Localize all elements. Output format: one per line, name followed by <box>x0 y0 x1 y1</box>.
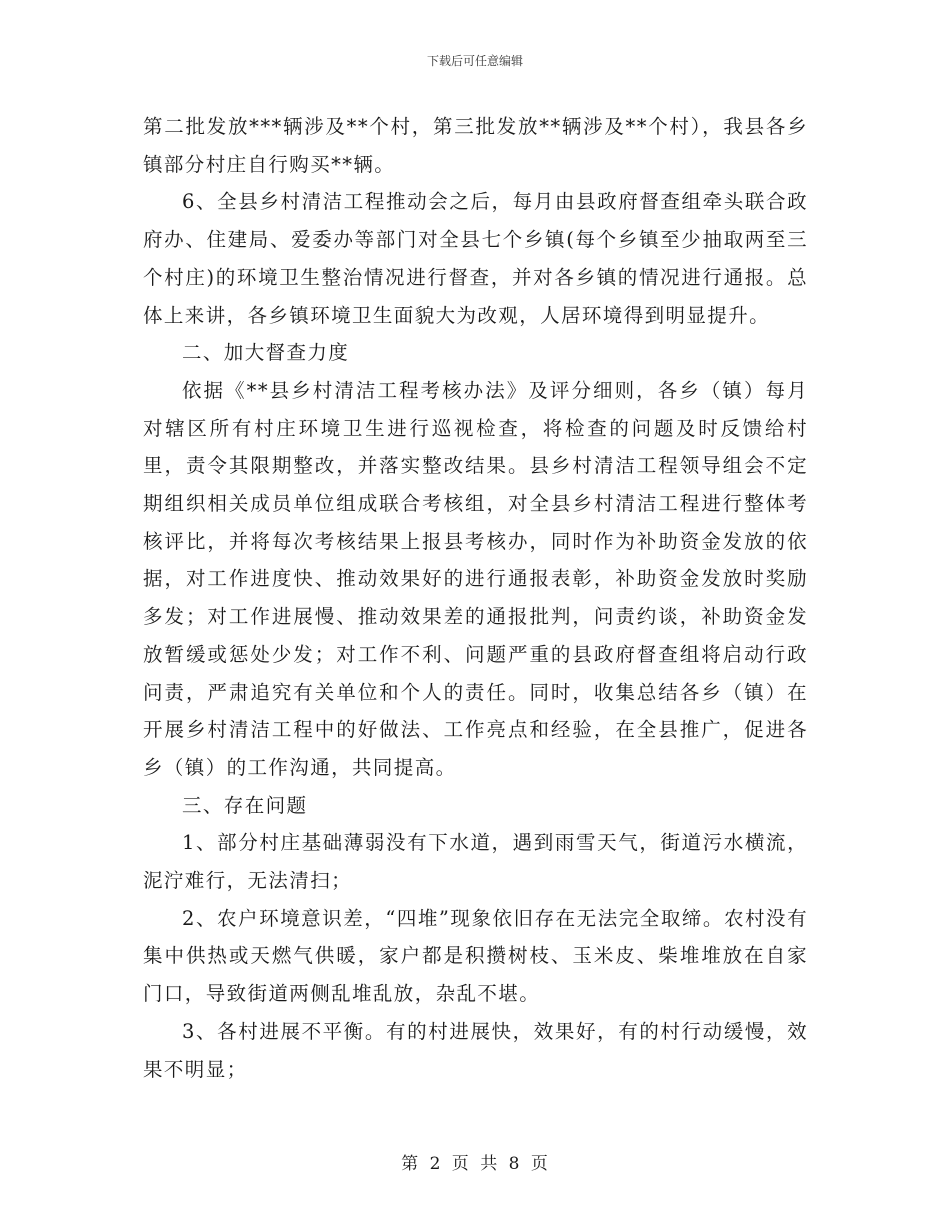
paragraph-6: 3、各村进展不平衡。有的村进展快，效果好，有的村行动缓慢，效果不明显； <box>143 1019 808 1081</box>
page-header <box>0 53 950 69</box>
paragraph-5: 2、农户环境意识差，“四堆”现象依旧存在无法完全取缔。农村没有集中供热或天燃气供暖，家户都是积攒树枝、玉米皮、柴堆堆放在自家门口，导致街道两侧乱堆乱放，杂乱不堪。 <box>143 906 808 1006</box>
paragraph-4: 1、部分村庄基础薄弱没有下水道，遇到雨雪天气，街道污水横流，泥泞难行，无法清扫； <box>143 831 808 893</box>
footer-total-word: 共 <box>480 1154 499 1174</box>
footer-suffix: 页 <box>530 1154 549 1174</box>
footer-page-word: 页 <box>451 1154 470 1174</box>
footer-total-pages: 8 <box>508 1154 521 1174</box>
footer-prefix: 第 <box>401 1154 420 1174</box>
page-footer <box>0 1154 950 1174</box>
section-heading-3: 三、存在问题 <box>182 793 308 817</box>
footer-current-page: 2 <box>429 1154 442 1174</box>
document-body <box>143 108 808 1088</box>
header-note: 下载后可任意编辑 <box>426 54 523 68</box>
paragraph-3: 依据《**县乡村清洁工程考核办法》及评分细则，各乡（镇）每月对辖区所有村庄环境卫生进行巡视检查，将检查的问题及时反馈给村里，责令其限期整改，并落实整改结果。县乡村清洁工程领导组会不定期组织相关成员单位组成联合考核组，对全县乡村清洁工程进行整体考核评比，并将每次考核结果上报县考核办，同时作为补助资金发放的依据，对工作进度快、推动效果好的进行通报表彰，补助资金发放时奖励多发；对工作进展慢、推动效果差的通报批判，问责约谈，补助资金发放暂缓或惩处少发；对工作不利、问题严重的县政府督查组将启动行政问责，严肃追究有关单位和个人的责任。同时，收集总结各乡（镇）在开展乡村清洁工程中的好做法、工作亮点和经验，在全县推广，促进各乡（镇）的工作沟通，共同提高。 <box>143 378 808 779</box>
section-heading-2: 二、加大督查力度 <box>182 341 350 365</box>
paragraph-2: 6、全县乡村清洁工程推动会之后，每月由县政府督查组牵头联合政府办、住建局、爱委办等部门对全县七个乡镇(每个乡镇至少抽取两至三个村庄)的环境卫生整治情况进行督查，并对各乡镇的情况进行通报。总体上来讲，各乡镇环境卫生面貌大为改观，人居环境得到明显提升。 <box>143 190 808 327</box>
paragraph-1: 第二批发放***辆涉及**个村，第三批发放**辆涉及**个村），我县各乡镇部分村庄自行购买**辆。 <box>143 115 808 176</box>
